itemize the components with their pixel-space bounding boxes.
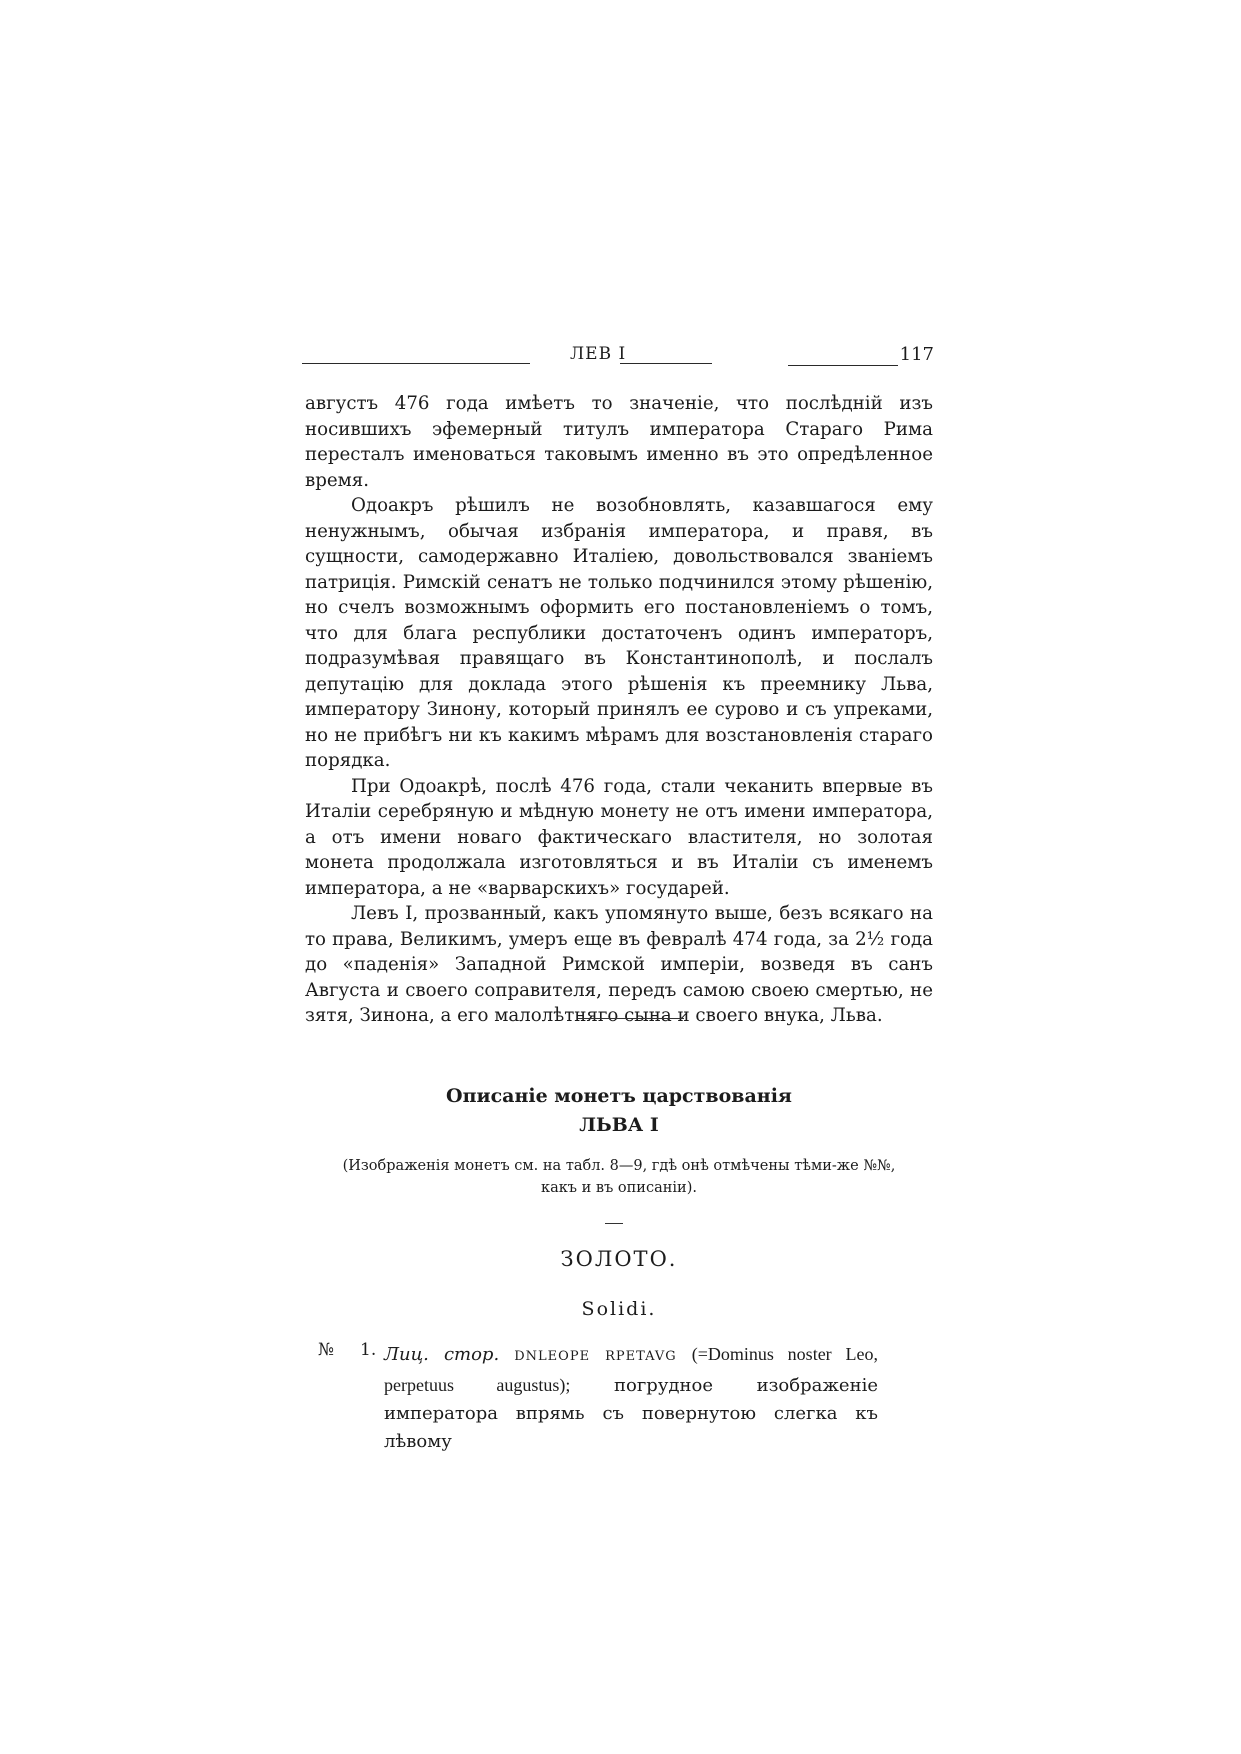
paragraph-2: Одоакръ рѣшилъ не возобновлять, казавшагося ему ненужнымъ, обычая избранія императора, и правя, въ сущности, самодержавно Италіею, довольствовался званіемъ патриція. Римскій сенатъ не только подчинился этому рѣшенію, но счелъ возможнымъ оформить его постановленіемъ о томъ, что для блага республики достаточенъ одинъ императоръ, подразумѣвая правящаго въ Константинополѣ, и послалъ депутацію для доклада этого рѣшенія къ преемнику Льва, императору Зинону, который принялъ ее сурово и съ упреками, но не прибѣгъ ни къ какимъ мѣрамъ для возстановленія стараго порядка.: [305, 495, 933, 771]
paragraph-1: августъ 476 года имѣетъ то значеніе, что послѣдній изъ носившихъ эфемерный титулъ императора Стараго Рима пересталъ именоваться таковымъ именно въ это опредѣленное время.: [305, 393, 933, 491]
header-rule-left: [302, 363, 530, 364]
obverse-description: погрудное изображеніе императора впрямь съ повернутою слегка къ лѣвому: [384, 1375, 878, 1452]
coin-legend-2: RPETAVG: [605, 1349, 677, 1364]
page-number: 117: [899, 344, 934, 365]
legend-expansion: (=Dominus noster Leo, perpetuus augustus);: [384, 1344, 878, 1395]
paragraph-3: При Одоакрѣ, послѣ 476 года, стали чеканить впервые въ Италіи серебряную и мѣдную монету не отъ имени императора, а отъ имени новаго фактическаго властителя, но золотая монета продолжала изготовляться и въ Италіи съ именемъ императора, а не «варварскихъ» государей.: [305, 775, 933, 899]
header-rule-right: [788, 365, 898, 366]
section-title: [305, 1082, 933, 1140]
entry-description: [384, 1340, 878, 1456]
denomination-heading: Solidi.: [581, 1298, 657, 1320]
metal-heading: ЗОЛОТО.: [560, 1247, 678, 1271]
short-rule: [605, 1223, 623, 1224]
header-rule-middle: [620, 363, 712, 364]
obverse-abbreviation: Лиц. стор.: [384, 1344, 500, 1365]
running-title: ЛЕВ I: [570, 344, 627, 364]
body-text: [305, 391, 933, 1029]
section-divider: [578, 1018, 684, 1019]
section-title-line-1: Описаніе монетъ царствованія: [446, 1085, 792, 1107]
section-subtitle: [305, 1155, 933, 1199]
entry-number-sign: №: [318, 1340, 335, 1360]
section-subtitle-line-2: какъ и въ описаніи).: [541, 1180, 697, 1196]
coin-legend-1: DNLEOPE: [514, 1349, 591, 1364]
catalog-entry: [318, 1340, 878, 1452]
paragraph-4: Левъ I, прозванный, какъ упомянуто выше, безъ всякаго на то права, Великимъ, умеръ еще въ февралѣ 474 года, за 2½ года до «паденія» Западной Римской имперіи, возведя въ санъ Августа и своего соправителя, передъ самою своею смертью, не зятя, Зинона, а его малолѣтняго сына и своего внука, Льва.: [305, 903, 933, 1026]
section-subtitle-line-1: (Изображенія монетъ см. на табл. 8—9, гдѣ онѣ отмѣчены тѣми-же №№,: [342, 1158, 896, 1174]
running-head: [302, 344, 934, 380]
entry-number: 1.: [360, 1340, 377, 1360]
section-title-line-2: ЛЬВА I: [579, 1114, 659, 1136]
